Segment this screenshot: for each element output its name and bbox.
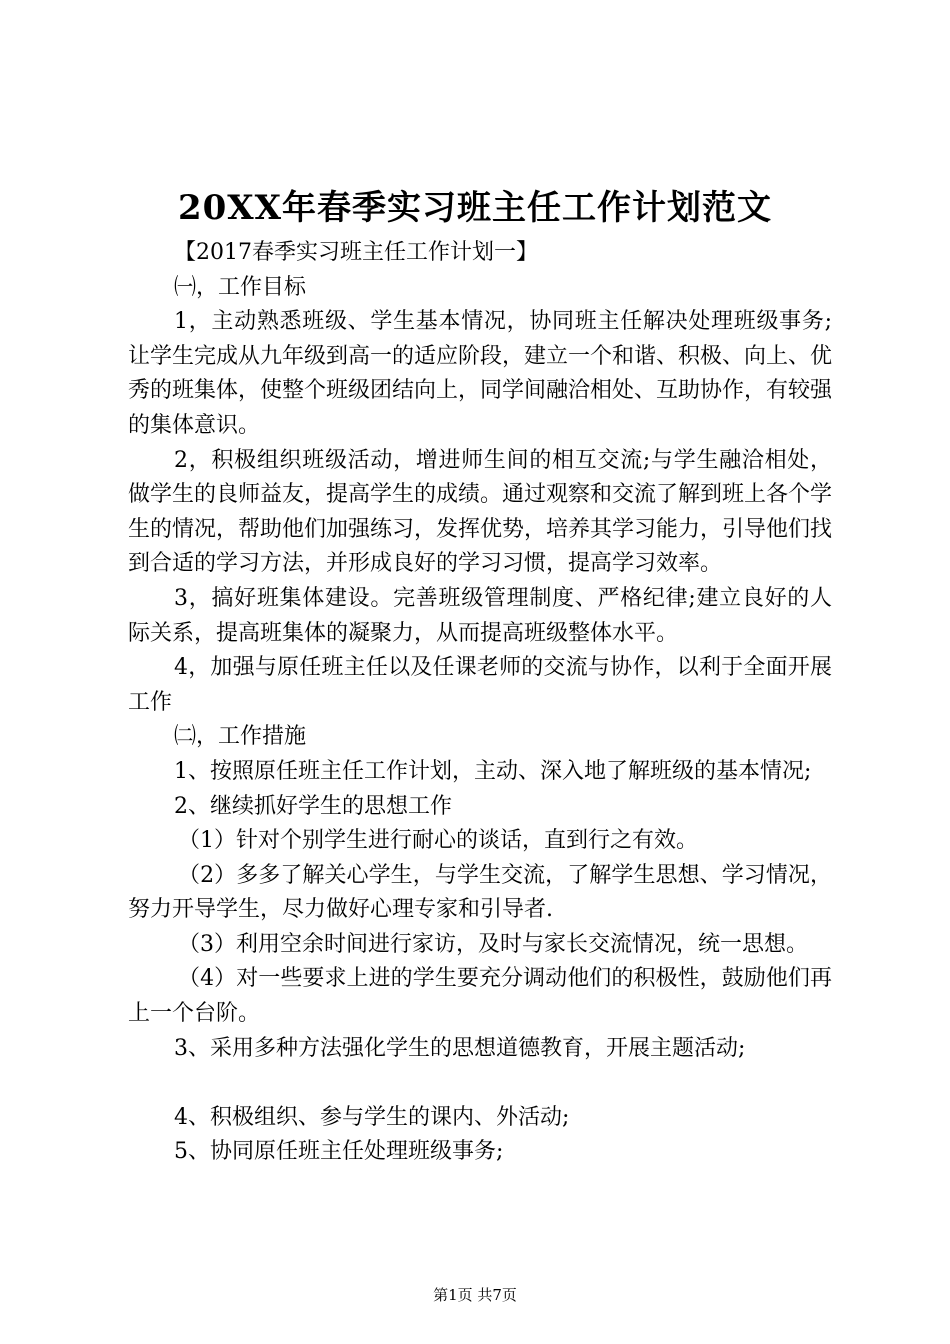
subsection-heading-goals: ㈠，工作目标: [174, 274, 307, 300]
paragraph-goal-4: 4，加强与原任班主任以及任课老师的交流与协作，以利于全面开展工作: [128, 655, 832, 715]
paragraph-measure-2: 2、继续抓好学生的思想工作: [174, 793, 452, 819]
paragraph-measure-2-item-4: （4）对一些要求上进的学生要充分调动他们的积极性，鼓励他们再上一个台阶。: [128, 966, 832, 1027]
subsection-heading-measures: ㈡，工作措施: [174, 724, 307, 750]
blank-line: [128, 1066, 832, 1101]
paragraph-measure-2-item-1: （1）针对个别学生进行耐心的谈话，直到行之有效。: [178, 828, 698, 854]
section-heading: 【2017春季实习班主任工作计划一】: [174, 240, 538, 265]
paragraph-measure-2-item-3: （3）利用空余时间进行家访，及时与家长交流情况，统一思想。: [178, 931, 808, 957]
paragraph-goal-3: 3，搞好班集体建设。完善班级管理制度、严格纪律;建立良好的人际关系，提高班集体的凝聚力，从而提高班级整体水平。: [128, 585, 832, 646]
paragraph-goal-2: 2，积极组织班级活动，增进师生间的相互交流;与学生融洽相处，做学生的良师益友，提高学生的成绩。通过观察和交流了解到班上各个学生的情况，帮助他们加强练习，发挥优势，培养其学习能力，引导他们找到合适的学习方法，并形成良好的学习习惯，提高学习效率。: [128, 447, 833, 577]
page-footer: 第1页 共7页: [433, 1286, 517, 1304]
paragraph-measure-4: 4、积极组织、参与学生的课内、外活动;: [174, 1104, 570, 1130]
paragraph-measure-5: 5、协同原任班主任处理班级事务;: [174, 1139, 504, 1165]
paragraph-goal-1: 1，主动熟悉班级、学生基本情况，协同班主任解决处理班级事务;让学生完成从九年级到高一的适应阶段，建立一个和谐、积极、向上、优秀的班集体，使整个班级团结向上，同学间融洽相处、互助协作，有较强的集体意识。: [128, 309, 833, 438]
document-title: 20XX年春季实习班主任工作计划范文: [177, 188, 773, 228]
paragraph-measure-3: 3、采用多种方法强化学生的思想道德教育，开展主题活动;: [174, 1035, 746, 1061]
paragraph-measure-1: 1、按照原任班主任工作计划，主动、深入地了解班级的基本情况;: [174, 758, 812, 784]
paragraph-measure-2-item-2: （2）多多了解关心学生，与学生交流，了解学生思想、学习情况，努力开导学生，尽力做好心理专家和引导者.: [128, 862, 832, 923]
document-body: [128, 236, 832, 1170]
